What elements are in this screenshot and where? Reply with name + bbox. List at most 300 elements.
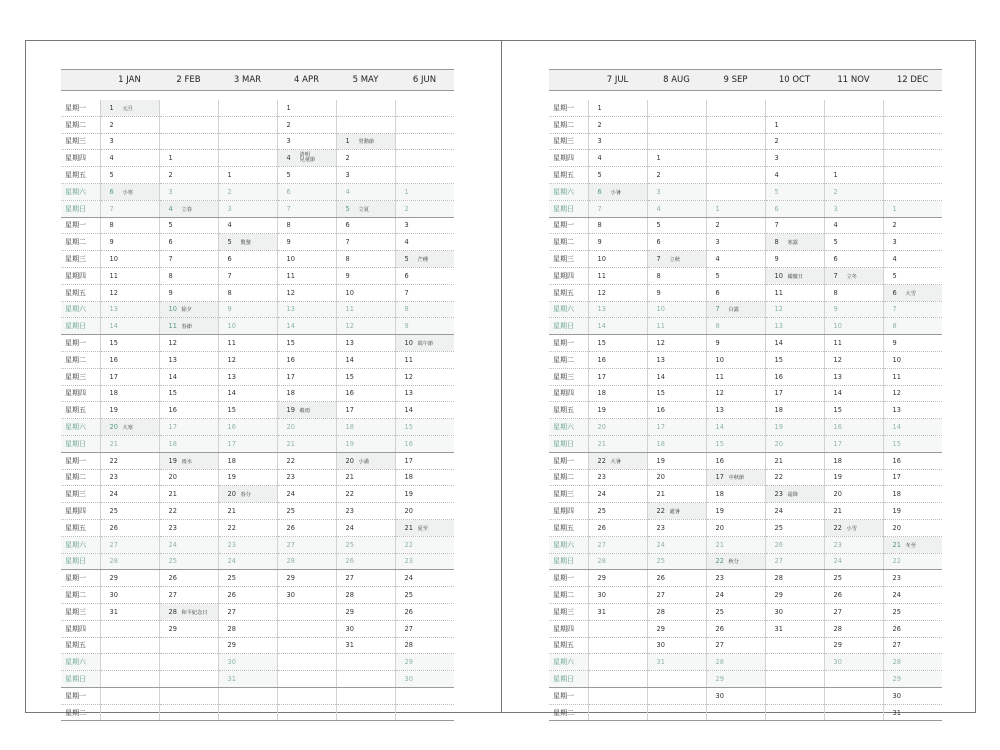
day-number: 24 (597, 490, 606, 499)
day-number: 16 (404, 439, 413, 448)
day-cell (647, 251, 706, 268)
day-number: 15 (715, 439, 724, 448)
day-cell (159, 301, 218, 318)
day-cell (218, 217, 277, 234)
day-number: 27 (227, 607, 236, 616)
weekday-label: 星期五 (61, 167, 100, 184)
day-cell (159, 469, 218, 486)
day-cell (395, 419, 454, 436)
weekday-label: 星期一 (61, 335, 100, 352)
holiday-label: 霜降 (787, 492, 798, 499)
day-number: 31 (892, 708, 901, 717)
day-cell (100, 133, 159, 150)
day-number: 28 (404, 641, 413, 650)
day-number: 30 (656, 641, 665, 650)
day-cell (218, 234, 277, 251)
day-number: 8 (774, 238, 779, 247)
day-number: 12 (892, 389, 901, 398)
day-number: 1 (892, 204, 897, 213)
empty-cell (765, 637, 824, 654)
day-number: 1 (597, 103, 602, 112)
calendar-row (61, 335, 454, 352)
day-cell (647, 200, 706, 217)
day-cell (765, 167, 824, 184)
day-cell (706, 301, 765, 318)
day-cell (159, 217, 218, 234)
day-number: 16 (833, 423, 842, 432)
day-number: 30 (833, 658, 842, 667)
day-cell (277, 318, 336, 335)
weekday-label: 星期一 (61, 217, 100, 234)
day-cell (706, 570, 765, 587)
empty-cell (395, 150, 454, 167)
day-number: 11 (774, 288, 783, 297)
day-number: 29 (892, 674, 901, 683)
day-number: 19 (597, 406, 606, 415)
day-number: 5 (656, 221, 661, 230)
day-cell (883, 687, 942, 704)
calendar-row (549, 402, 942, 419)
day-number: 26 (404, 607, 413, 616)
calendar-row (549, 284, 942, 301)
empty-cell (277, 654, 336, 671)
calendar-spread (25, 40, 976, 717)
day-cell (883, 234, 942, 251)
weekday-label: 星期六 (549, 301, 588, 318)
calendar-row (61, 469, 454, 486)
day-cell (395, 318, 454, 335)
day-number: 4 (404, 238, 409, 247)
day-cell (647, 570, 706, 587)
day-number: 4 (774, 171, 779, 180)
day-cell (706, 234, 765, 251)
empty-cell (336, 654, 395, 671)
calendar-row (61, 267, 454, 284)
weekday-label: 星期五 (549, 402, 588, 419)
day-cell (277, 116, 336, 133)
day-number: 8 (345, 255, 350, 264)
day-cell (765, 570, 824, 587)
day-number: 2 (774, 137, 779, 146)
day-number: 4 (345, 187, 350, 196)
day-cell (824, 200, 883, 217)
day-number: 18 (892, 490, 901, 499)
day-cell (277, 553, 336, 570)
day-cell (336, 284, 395, 301)
day-cell (336, 217, 395, 234)
day-cell (824, 267, 883, 284)
day-number: 19 (833, 473, 842, 482)
calendar-row (61, 183, 454, 200)
day-number: 16 (597, 355, 606, 364)
day-number: 19 (168, 456, 177, 465)
day-number: 27 (833, 607, 842, 616)
day-cell (588, 419, 647, 436)
empty-cell (159, 671, 218, 688)
weekday-label: 星期三 (61, 133, 100, 150)
day-number: 28 (286, 557, 295, 566)
day-cell (336, 150, 395, 167)
day-cell (277, 217, 336, 234)
day-number: 28 (597, 557, 606, 566)
calendar-row (61, 570, 454, 587)
holiday-label: 立夏 (358, 206, 369, 213)
calendar-table-left (61, 69, 454, 721)
day-cell (100, 284, 159, 301)
day-number: 7 (227, 271, 232, 280)
day-cell (395, 519, 454, 536)
calendar-row (549, 654, 942, 671)
day-number: 26 (227, 591, 236, 599)
day-cell (336, 486, 395, 503)
day-cell (824, 620, 883, 637)
day-cell (883, 486, 942, 503)
day-number: 7 (168, 255, 173, 264)
day-cell (277, 536, 336, 553)
day-number: 22 (656, 507, 665, 516)
page-spine (501, 41, 502, 712)
day-number: 13 (404, 389, 413, 398)
weekday-label: 星期四 (549, 385, 588, 402)
weekday-label: 星期一 (549, 452, 588, 469)
day-number: 10 (774, 271, 783, 280)
day-number: 5 (286, 171, 291, 180)
calendar-row (549, 183, 942, 200)
day-cell (395, 183, 454, 200)
day-cell (706, 435, 765, 452)
day-cell (588, 553, 647, 570)
weekday-label: 星期五 (549, 167, 588, 184)
calendar-row (549, 687, 942, 704)
day-number: 22 (168, 507, 177, 516)
day-number: 27 (345, 574, 354, 583)
day-cell (395, 570, 454, 587)
day-cell (277, 267, 336, 284)
day-cell (218, 452, 277, 469)
month-header-row (61, 70, 454, 91)
day-cell (159, 183, 218, 200)
day-cell (647, 318, 706, 335)
day-cell (765, 284, 824, 301)
day-number: 26 (109, 523, 118, 532)
day-cell (588, 536, 647, 553)
day-cell (100, 452, 159, 469)
day-cell (100, 368, 159, 385)
holiday-label: 大寒 (122, 425, 133, 432)
day-number: 28 (774, 574, 783, 583)
day-cell (336, 519, 395, 536)
day-number: 18 (833, 456, 842, 465)
empty-cell (336, 671, 395, 688)
day-cell (277, 183, 336, 200)
day-cell (765, 150, 824, 167)
day-number: 5 (833, 238, 838, 247)
day-number: 29 (286, 574, 295, 583)
day-cell (218, 251, 277, 268)
day-cell (647, 335, 706, 352)
month-header: 10 OCT (765, 70, 824, 91)
day-cell (336, 368, 395, 385)
day-number: 14 (227, 389, 236, 398)
day-cell (883, 519, 942, 536)
day-number: 27 (597, 540, 606, 549)
day-cell (883, 553, 942, 570)
day-number: 27 (774, 557, 783, 566)
day-number: 15 (404, 423, 413, 432)
empty-cell (277, 620, 336, 637)
day-number: 14 (597, 322, 606, 331)
day-cell (395, 671, 454, 688)
day-number: 23 (286, 473, 295, 482)
calendar-row (61, 200, 454, 217)
day-number: 10 (404, 339, 413, 348)
day-number: 31 (109, 607, 118, 616)
day-cell (588, 234, 647, 251)
calendar-row (61, 234, 454, 251)
day-number: 18 (168, 439, 177, 448)
weekday-label: 星期五 (61, 519, 100, 536)
day-cell (218, 536, 277, 553)
empty-cell (277, 687, 336, 704)
day-number: 8 (715, 322, 720, 331)
day-cell (588, 587, 647, 604)
weekday-label: 星期二 (549, 704, 588, 721)
day-cell (588, 167, 647, 184)
day-number: 27 (404, 624, 413, 633)
day-number: 10 (715, 355, 724, 364)
day-cell (824, 284, 883, 301)
day-number: 13 (892, 406, 901, 415)
day-number: 8 (109, 221, 114, 230)
empty-cell (765, 654, 824, 671)
calendar-row (61, 671, 454, 688)
weekday-label: 星期一 (549, 570, 588, 587)
month-header: 9 SEP (706, 70, 765, 91)
day-number: 30 (109, 591, 118, 599)
calendar-row (61, 318, 454, 335)
day-cell (588, 351, 647, 368)
weekday-label: 星期六 (61, 301, 100, 318)
weekday-label: 星期二 (549, 116, 588, 133)
day-number: 12 (715, 389, 724, 398)
calendar-row (549, 150, 942, 167)
day-number: 8 (168, 271, 173, 280)
day-cell (100, 318, 159, 335)
day-number: 22 (597, 456, 606, 465)
day-number: 24 (833, 557, 842, 566)
day-number: 10 (227, 322, 236, 331)
day-cell (588, 301, 647, 318)
calendar-row (61, 503, 454, 520)
day-number: 26 (286, 523, 295, 532)
weekday-label: 星期六 (549, 419, 588, 436)
day-number: 3 (715, 238, 720, 247)
day-number: 23 (227, 540, 236, 549)
day-cell (395, 284, 454, 301)
day-number: 29 (715, 674, 724, 683)
day-cell (277, 570, 336, 587)
empty-cell (883, 100, 942, 116)
day-number: 1 (345, 137, 350, 146)
day-cell (100, 116, 159, 133)
empty-cell (218, 116, 277, 133)
day-cell (395, 301, 454, 318)
day-number: 27 (286, 540, 295, 549)
day-number: 27 (109, 540, 118, 549)
weekday-label: 星期六 (61, 183, 100, 200)
day-cell (765, 234, 824, 251)
day-number: 1 (227, 171, 232, 180)
weekday-label: 星期一 (61, 452, 100, 469)
day-number: 19 (286, 406, 295, 415)
weekday-label: 星期五 (61, 637, 100, 654)
day-cell (336, 251, 395, 268)
day-number: 3 (286, 137, 291, 146)
calendar-row (549, 637, 942, 654)
calendar-row (61, 536, 454, 553)
day-cell (588, 503, 647, 520)
day-number: 31 (774, 624, 783, 633)
empty-cell (336, 687, 395, 704)
month-header: 12 DEC (883, 70, 942, 91)
day-number: 25 (286, 507, 295, 516)
day-cell (765, 419, 824, 436)
day-cell (218, 671, 277, 688)
empty-cell (824, 150, 883, 167)
calendar-row (549, 217, 942, 234)
day-number: 4 (597, 154, 602, 163)
day-cell (159, 503, 218, 520)
day-number: 15 (833, 406, 842, 415)
day-number: 24 (168, 540, 177, 549)
weekday-label: 星期二 (61, 587, 100, 604)
day-number: 20 (715, 523, 724, 532)
empty-cell (395, 687, 454, 704)
day-number: 25 (833, 574, 842, 583)
day-cell (277, 301, 336, 318)
day-number: 6 (774, 204, 779, 213)
day-number: 11 (168, 322, 177, 331)
day-number: 9 (892, 339, 897, 348)
day-cell (706, 368, 765, 385)
day-number: 22 (892, 557, 901, 566)
day-number: 29 (656, 624, 665, 633)
weekday-label: 星期六 (549, 654, 588, 671)
day-number: 2 (168, 171, 173, 180)
holiday-label: 立春 (181, 206, 192, 213)
calendar-row (61, 704, 454, 721)
day-cell (824, 335, 883, 352)
day-cell (765, 368, 824, 385)
day-cell (336, 385, 395, 402)
day-number: 16 (345, 389, 354, 398)
day-number: 12 (286, 288, 295, 297)
weekday-label: 星期一 (549, 100, 588, 116)
day-number: 13 (774, 322, 783, 331)
empty-cell (706, 100, 765, 116)
day-cell (100, 553, 159, 570)
day-cell (218, 335, 277, 352)
calendar-table-right (549, 69, 942, 721)
calendar-row (61, 251, 454, 268)
day-cell (706, 503, 765, 520)
day-number: 13 (656, 355, 665, 364)
day-cell (159, 284, 218, 301)
day-cell (218, 570, 277, 587)
day-number: 16 (715, 456, 724, 465)
day-cell (395, 587, 454, 604)
left-page (61, 69, 454, 721)
day-cell (765, 385, 824, 402)
day-cell (883, 402, 942, 419)
empty-cell (218, 150, 277, 167)
day-cell (336, 183, 395, 200)
empty-cell (588, 654, 647, 671)
day-number: 5 (774, 187, 779, 196)
day-cell (765, 133, 824, 150)
day-number: 21 (404, 523, 413, 532)
day-cell (336, 133, 395, 150)
day-number: 3 (345, 171, 350, 180)
day-cell (395, 385, 454, 402)
day-number: 23 (774, 490, 783, 499)
day-cell (883, 654, 942, 671)
day-cell (159, 620, 218, 637)
calendar-row (61, 385, 454, 402)
empty-cell (218, 133, 277, 150)
weekday-label: 星期四 (549, 150, 588, 167)
day-cell (824, 301, 883, 318)
day-cell (159, 402, 218, 419)
day-cell (883, 536, 942, 553)
day-number: 7 (774, 221, 779, 230)
day-number: 10 (656, 305, 665, 314)
day-number: 17 (345, 406, 354, 415)
day-number: 12 (404, 372, 413, 381)
day-number: 18 (345, 423, 354, 432)
day-cell (218, 503, 277, 520)
day-cell (395, 335, 454, 352)
empty-cell (218, 687, 277, 704)
day-cell (647, 167, 706, 184)
day-number: 4 (892, 255, 897, 264)
day-cell (277, 419, 336, 436)
day-number: 11 (715, 372, 724, 381)
day-cell (277, 335, 336, 352)
day-number: 2 (227, 187, 232, 196)
calendar-row (61, 687, 454, 704)
day-cell (100, 486, 159, 503)
calendar-row (61, 150, 454, 167)
day-cell (218, 167, 277, 184)
day-cell (883, 251, 942, 268)
day-number: 9 (109, 238, 114, 247)
empty-cell (159, 704, 218, 721)
holiday-label: 驚蟄 (240, 240, 251, 247)
day-cell (647, 385, 706, 402)
day-number: 3 (656, 187, 661, 196)
weekday-label: 星期六 (549, 183, 588, 200)
weekday-label: 星期一 (61, 100, 100, 116)
day-number: 23 (168, 523, 177, 532)
empty-cell (395, 704, 454, 721)
day-number: 14 (345, 355, 354, 364)
day-number: 1 (715, 204, 720, 213)
calendar-row (549, 251, 942, 268)
calendar-row (549, 486, 942, 503)
day-cell (765, 351, 824, 368)
empty-cell (395, 167, 454, 184)
